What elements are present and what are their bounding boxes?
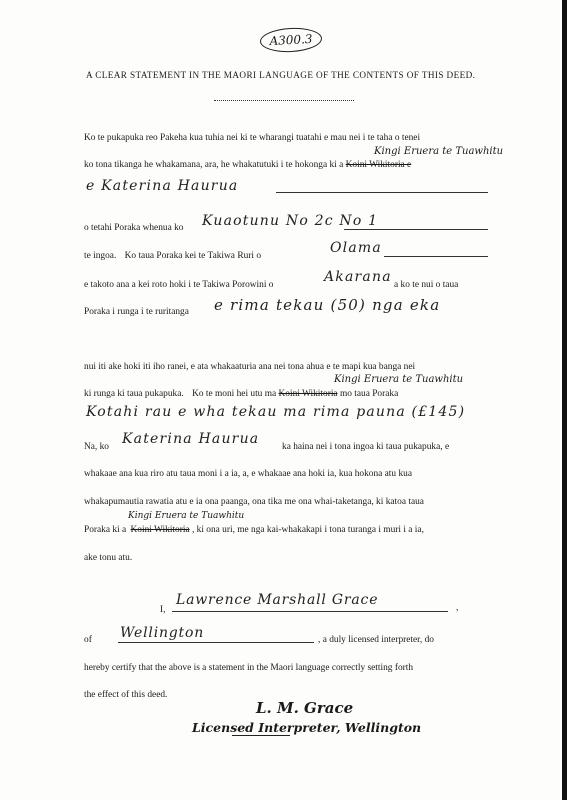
- reference-stamp: A300.3: [259, 26, 322, 53]
- title-divider: [214, 100, 354, 101]
- struck-name: Koini Wikitoria e: [345, 160, 412, 170]
- text-line-7: Poraka i runga i te ruritanga: [84, 307, 189, 317]
- handwritten-interpreter-name: Lawrence Marshall Grace: [176, 592, 379, 608]
- blank-rule: [276, 192, 488, 193]
- handwritten-area: e rima tekau (50) nga eka: [214, 296, 441, 314]
- text-line-14-a: Poraka ki a: [84, 525, 127, 535]
- certificate-of: of: [84, 635, 92, 645]
- signature-underline: [232, 735, 290, 740]
- text-line-14-b: , ki ona uri, me nga kai-whakakapi i tona turanga i muri i a ia,: [191, 525, 424, 535]
- text-line-5: [84, 251, 261, 261]
- handwritten-province: Akarana: [324, 269, 392, 285]
- text-line-8: nui iti ake hoki iti iho ranei, e ata whakaaturia ana nei tona ahua e te mapi kua banga nei: [84, 362, 416, 372]
- text-line-12: whakaae ana kua riro atu taua moni i a ia, a, e whakaae ana hoki ia, kua hokona atu kua: [84, 469, 412, 479]
- text-line-5-b: Ko taua Poraka kei te Takiwa Ruri o: [124, 251, 262, 261]
- certificate-comma: ,: [456, 603, 459, 613]
- text-line-1: Ko te pukapuka reo Pakeha kua tuhia nei ki te wharangi tuatahi e mau nei i te taha o tenei: [84, 133, 421, 143]
- document-title: A CLEAR STATEMENT IN THE MAORI LANGUAGE OF THE CONTENTS OF THIS DEED.: [86, 70, 476, 80]
- text-line-13: whakapumautia rawatia atu e ia ona paanga, ona tika me ona whai-taketanga, ki katoa taua: [84, 497, 424, 507]
- text-line-9-b: Ko te moni hei utu ma: [192, 389, 277, 399]
- certificate-duly: , a duly licensed interpreter, do: [318, 635, 434, 645]
- text-line-15: ake tonu atu.: [84, 553, 133, 563]
- text-line-4: o tetahi Poraka whenua ko: [84, 223, 184, 233]
- text-line-11-b: ka haina nei i tona ingoa ki taua pukapuka, e: [282, 442, 450, 452]
- text-line-9-a: ki runga ki taua pukapuka.: [84, 389, 184, 399]
- certificate-effect: the effect of this deed.: [84, 690, 168, 700]
- handwritten-price: Kotahi rau e wha tekau ma rima pauna (£145): [86, 404, 466, 420]
- certificate-text: hereby certify that the above is a statement in the Maori language correctly setting forth: [84, 663, 414, 673]
- blank-rule: [172, 611, 448, 612]
- interpreter-signature: L. M. Grace: [256, 699, 354, 717]
- text-line-14: [84, 525, 424, 535]
- handwritten-purchaser-name: Kingi Eruera te Tuawhitu: [374, 146, 504, 157]
- struck-name: Koini Wikitoria: [278, 389, 338, 399]
- blank-rule: [118, 642, 314, 643]
- text-line-11: Na, ko: [84, 442, 109, 452]
- handwritten-purchaser-name: Kingi Eruera te Tuawhitu: [128, 511, 245, 521]
- certificate-i: I,: [160, 605, 166, 615]
- text-line-2: [84, 160, 411, 170]
- text-line-2-printed: ko tona tikanga he whakamana, ara, he whakatutuki i te hokonga ki a: [84, 160, 344, 170]
- blank-rule: [384, 256, 488, 257]
- blank-rule: [344, 229, 488, 230]
- handwritten-block-name: Kuaotunu No 2c No 1: [202, 213, 379, 229]
- struck-name: Koini Wikitoria: [130, 525, 190, 535]
- handwritten-purchaser-name: Kingi Eruera te Tuawhitu: [334, 374, 464, 385]
- handwritten-place: Wellington: [120, 625, 205, 641]
- handwritten-survey-district: Olama: [330, 240, 382, 256]
- handwritten-vendor-name: e Katerina Haurua: [86, 178, 239, 194]
- text-line-6-b: a ko te nui o taua: [394, 280, 459, 290]
- handwritten-vendor-name: Katerina Haurua: [122, 431, 260, 447]
- page-edge: [562, 0, 567, 800]
- text-line-6: e takoto ana a kei roto hoki i te Takiwa Porowini o: [84, 280, 274, 290]
- text-line-5-a: te ingoa.: [84, 251, 117, 261]
- text-line-9: [84, 389, 398, 399]
- interpreter-signature-title: Licensed Interpreter, Wellington: [192, 720, 422, 735]
- text-line-9-c: mo taua Poraka: [339, 389, 399, 399]
